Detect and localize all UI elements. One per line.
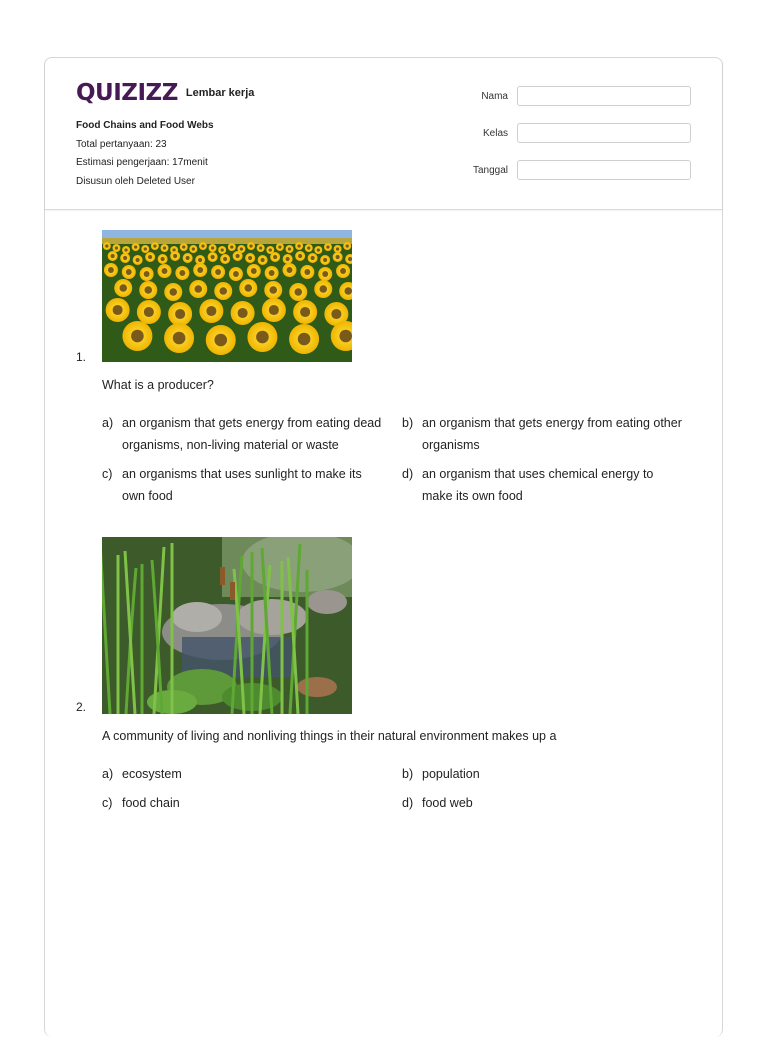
cattail-head <box>220 567 225 585</box>
time-estimate: Estimasi pengerjaan: 17menit <box>76 157 208 168</box>
sunflower-center <box>261 258 265 262</box>
sunflower-center <box>124 248 127 251</box>
option-b[interactable] <box>402 763 687 785</box>
sunflower-center <box>236 254 240 258</box>
sunflower-center <box>163 246 166 249</box>
class-field[interactable] <box>517 123 691 143</box>
sunflower-center <box>126 269 132 275</box>
question-2-text: A community of living and nonliving things in their natural environment makes up a <box>102 729 557 743</box>
sunflower-center <box>136 258 140 262</box>
sunflower-center <box>336 247 339 250</box>
sunflower-center <box>297 244 300 247</box>
sunflower-center <box>269 248 272 251</box>
quizizz-logo <box>76 80 254 106</box>
sunflower-center <box>131 330 144 343</box>
sunflower-center <box>336 255 340 259</box>
worksheet-header <box>45 58 722 210</box>
sunflower-center <box>162 268 168 274</box>
student-fields <box>473 85 691 196</box>
option-letter: c) <box>102 467 113 481</box>
option-a[interactable] <box>102 412 387 456</box>
option-d[interactable] <box>402 463 687 507</box>
worksheet-meta <box>76 117 214 191</box>
sunflower-center <box>311 256 315 260</box>
sunflower-center <box>198 258 202 262</box>
class-label: Kelas <box>482 127 508 139</box>
sunflower-center <box>223 257 227 261</box>
sunflower-center <box>269 270 275 276</box>
sunflower-center <box>344 287 352 295</box>
sunflower-center <box>230 245 233 248</box>
sunflower-center <box>322 271 328 277</box>
option-b[interactable] <box>402 412 687 456</box>
sunflower-center <box>294 288 302 296</box>
worksheet-card <box>44 57 723 1037</box>
option-letter: d) <box>402 467 414 481</box>
sunflower-center <box>323 258 327 262</box>
sunflower-center <box>269 286 277 294</box>
option-letter: a) <box>102 416 114 430</box>
date-row <box>473 159 691 181</box>
option-d[interactable] <box>402 792 687 814</box>
sunflower-center <box>201 244 204 247</box>
sunflower-center <box>269 305 279 315</box>
option-text: ecosystem <box>122 767 182 781</box>
sunflower-center <box>256 331 269 344</box>
date-field[interactable] <box>517 160 691 180</box>
option-text: an organisms that uses sunlight to make its own food <box>122 467 362 503</box>
sunflower-center <box>288 247 291 250</box>
sunflower-center <box>219 287 227 295</box>
name-row <box>473 85 691 107</box>
option-c[interactable] <box>102 463 387 507</box>
sunflower-center <box>192 247 195 250</box>
sunflower-center <box>340 268 346 274</box>
sunflower-center <box>144 307 154 317</box>
date-label: Tanggal <box>472 164 508 176</box>
option-letter: a) <box>102 767 114 781</box>
sunflower-center <box>259 246 262 249</box>
option-text: an organism that gets energy from eating other organisms <box>422 416 682 452</box>
option-text: food chain <box>122 796 180 810</box>
sunflower-center <box>211 255 215 259</box>
option-text: an organism that gets energy from eating dead organisms, non-living material or waste <box>122 416 382 452</box>
sunflower-center <box>211 246 214 249</box>
option-letter: c) <box>102 796 113 810</box>
sunflower-center <box>215 269 221 275</box>
sunflower-center <box>115 246 118 249</box>
sunflower-center <box>144 271 150 277</box>
option-text: an organism that uses chemical energy to make its own food <box>422 467 654 503</box>
question-1-text: What is a producer? <box>102 378 214 392</box>
option-text: food web <box>422 796 473 810</box>
sunflower-center <box>298 254 302 258</box>
sunflower-center <box>153 244 156 247</box>
sunflower-center <box>287 267 293 273</box>
question-1-number: 1. <box>76 350 87 364</box>
sunflower-center <box>134 245 137 248</box>
sunflower-center <box>238 308 248 318</box>
sunflower-center <box>169 288 177 296</box>
sunflower-center <box>144 247 147 250</box>
sunflower-center <box>113 305 123 315</box>
sunflower-center <box>148 255 152 259</box>
sunflower-center <box>300 307 310 317</box>
sunflower-center <box>286 257 290 261</box>
sunflower-center <box>304 269 310 275</box>
sunflower-center <box>105 244 108 247</box>
name-field[interactable] <box>517 86 691 106</box>
sunflower-center <box>173 254 177 258</box>
option-text: population <box>422 767 480 781</box>
sunflower-center <box>339 330 352 343</box>
sunflower-center <box>179 270 185 276</box>
option-letter: d) <box>402 796 414 810</box>
sunflower-center <box>317 248 320 251</box>
author: Disusun oleh Deleted User <box>76 175 195 187</box>
sunflower-center <box>273 255 277 259</box>
sunflower-center <box>240 247 243 250</box>
sunflower-center <box>175 309 185 319</box>
sunflower-center <box>319 285 327 293</box>
sunflower-center <box>173 332 186 345</box>
sunflower-center <box>144 286 152 294</box>
sunflower-center <box>278 245 281 248</box>
name-label: Nama <box>481 90 508 102</box>
sunflower-center <box>119 284 127 292</box>
question-2-number: 2. <box>76 700 87 714</box>
class-row <box>473 122 691 144</box>
sunflower-center <box>244 284 252 292</box>
sunflower-center <box>206 306 216 316</box>
option-letter: b) <box>402 767 414 781</box>
sunflower-center <box>214 334 227 347</box>
sunflower-center <box>221 248 224 251</box>
option-letter: b) <box>402 416 414 430</box>
sunflower-center <box>233 271 239 277</box>
logo-subtitle: Lembar kerja <box>185 87 255 99</box>
total-questions: Total pertanyaan: 23 <box>76 138 167 150</box>
option-a[interactable] <box>102 763 387 785</box>
sunflower-center <box>307 246 310 249</box>
logo-text: QUIZIZZ <box>76 80 178 106</box>
sunflower-center <box>194 285 202 293</box>
sunflower-center <box>108 267 114 273</box>
pond-image <box>102 537 352 714</box>
sunflower-center <box>123 256 127 260</box>
sunflower-center <box>249 244 252 247</box>
sunflower-center <box>326 245 329 248</box>
sunflower-center <box>251 268 257 274</box>
cattail-head <box>230 582 235 600</box>
sunflower-center <box>346 244 349 247</box>
sunflower-center <box>161 257 165 261</box>
sunflower-center <box>182 245 185 248</box>
sunflower-center <box>248 256 252 260</box>
sunflower-field-image <box>102 230 352 362</box>
sunflower-center <box>298 333 311 346</box>
option-c[interactable] <box>102 792 387 814</box>
worksheet-title: Food Chains and Food Webs <box>76 120 214 131</box>
sunflower-center <box>186 256 190 260</box>
sunflower-center <box>111 254 115 258</box>
sunflower-center <box>331 309 341 319</box>
sunflower-center <box>197 267 203 273</box>
